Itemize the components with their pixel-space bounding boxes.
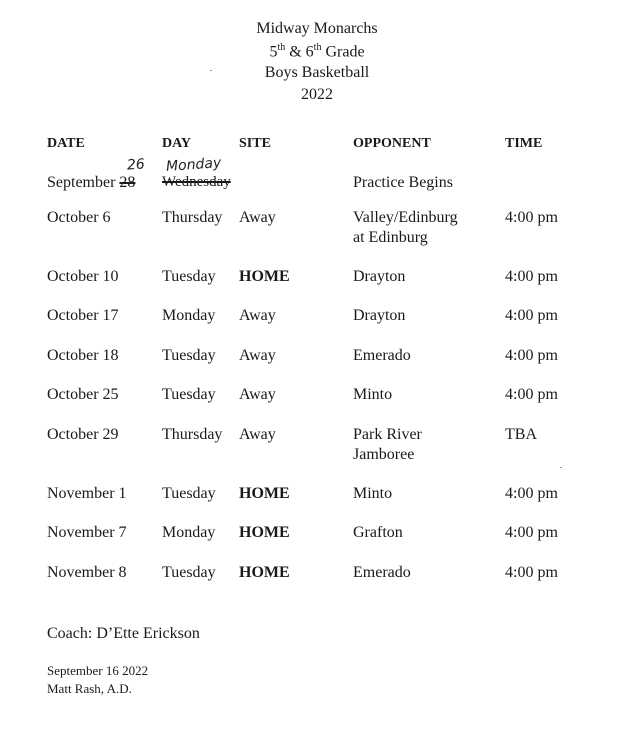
row-date: October 25	[47, 386, 119, 403]
season-year: 2022	[301, 86, 333, 103]
team-name: Midway Monarchs	[256, 20, 378, 37]
row-opponent-line2: at Edinburg	[353, 229, 428, 246]
row-opponent: Park River	[353, 426, 422, 443]
row-day: Tuesday	[162, 268, 216, 285]
struck-date: 28	[119, 174, 136, 191]
row-time: 4:00 pm	[505, 268, 558, 285]
row-day: Monday	[162, 307, 216, 324]
row-opponent-line2: Jamboree	[353, 446, 415, 463]
row-date: October 29	[47, 426, 119, 443]
row-date: October 10	[47, 268, 119, 285]
row-time: 4:00 pm	[505, 209, 558, 226]
handwritten-date: 26	[126, 156, 146, 174]
row-date: October 17	[47, 307, 119, 324]
struck-day: Wednesday	[162, 174, 231, 190]
scan-speck	[210, 70, 212, 71]
row-opponent: Drayton	[353, 307, 406, 324]
row-opponent: Valley/Edinburg	[353, 209, 458, 226]
row-day: Thursday	[162, 209, 223, 226]
header-site: SITE	[239, 136, 271, 151]
row-time: 4:00 pm	[505, 524, 558, 541]
row-day: Thursday	[162, 426, 223, 443]
row-time: 4:00 pm	[505, 386, 558, 403]
row-date: November 7	[47, 524, 127, 541]
row-site: HOME	[239, 268, 290, 285]
row-site: HOME	[239, 524, 290, 541]
row-site: HOME	[239, 485, 290, 502]
row-site: Away	[239, 307, 276, 324]
row-site: HOME	[239, 564, 290, 581]
row-date: October 6	[47, 209, 111, 226]
grade-line: 5th & 6th Grade	[269, 42, 365, 61]
row-opponent: Grafton	[353, 524, 403, 541]
row-time: TBA	[505, 426, 537, 443]
row-site: Away	[239, 386, 276, 403]
handwritten-day: Monday	[165, 155, 222, 175]
row-time: 4:00 pm	[505, 564, 558, 581]
coach-name: Coach: D’Ette Erickson	[47, 625, 200, 642]
row-day: Monday	[162, 524, 216, 541]
sport-name: Boys Basketball	[264, 64, 370, 81]
row-date: November 8	[47, 564, 127, 581]
row-site: Away	[239, 347, 276, 364]
row-day: Tuesday	[162, 386, 216, 403]
row-time: 4:00 pm	[505, 347, 558, 364]
row-date: October 18	[47, 347, 119, 364]
row-opponent: Emerado	[353, 564, 411, 581]
header-date: DATE	[47, 136, 85, 151]
row-site: Away	[239, 209, 276, 226]
scan-speck	[560, 467, 562, 468]
row-day: Tuesday	[162, 564, 216, 581]
row-site: Away	[239, 426, 276, 443]
row-day: Tuesday	[162, 485, 216, 502]
row-opponent: Minto	[353, 386, 393, 403]
row-day: Tuesday	[162, 347, 216, 364]
header-opponent: OPPONENT	[353, 136, 431, 151]
row-opponent: Emerado	[353, 347, 411, 364]
header-time: TIME	[505, 136, 543, 151]
row-date: November 1	[47, 485, 127, 502]
practice-opponent: Practice Begins	[353, 174, 453, 191]
row-time: 4:00 pm	[505, 485, 558, 502]
row-opponent: Minto	[353, 485, 393, 502]
row-time: 4:00 pm	[505, 307, 558, 324]
practice-date: September 28	[47, 174, 136, 191]
header-day: DAY	[162, 136, 192, 151]
signature: Matt Rash, A.D.	[47, 681, 132, 696]
row-opponent: Drayton	[353, 268, 406, 285]
issue-date: September 16 2022	[47, 663, 149, 678]
